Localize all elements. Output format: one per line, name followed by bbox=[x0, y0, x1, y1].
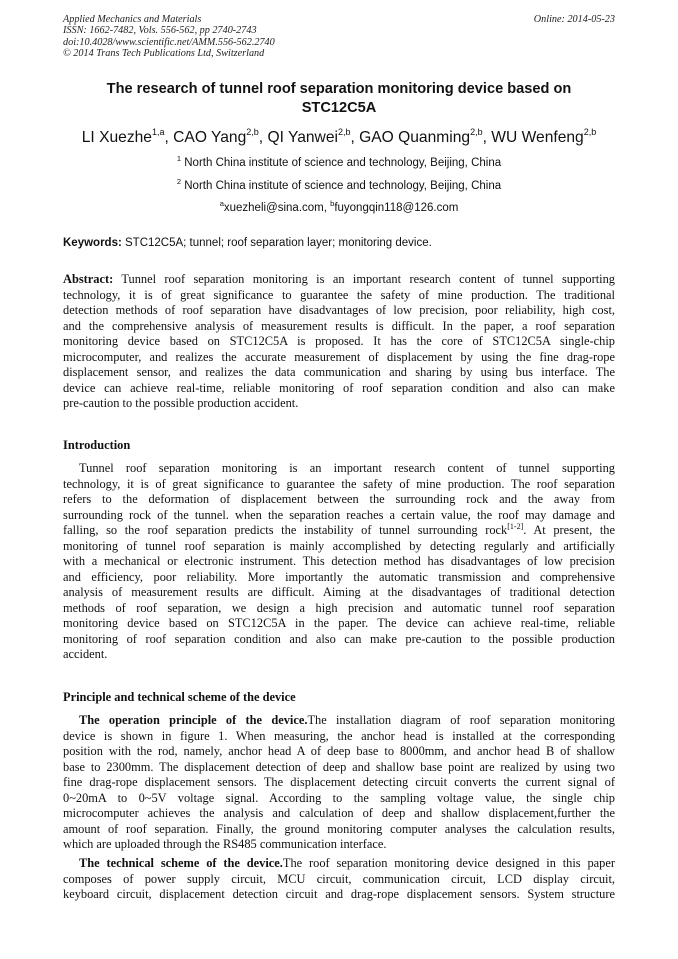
text-line: analysis of measurement results are difficult. Aiming at the disadvantages of traditional detection bbox=[63, 585, 615, 599]
text-line: technology, it is of great significance to guarantee the safety of mine production. The traditional bbox=[63, 287, 615, 302]
line-text: falling, so the roof separation predicts the instability of tunnel surrounding rock bbox=[63, 523, 508, 537]
author-name: WU Wenfeng bbox=[491, 129, 584, 146]
author-name: CAO Yang bbox=[173, 129, 247, 146]
author-separator: , bbox=[482, 129, 492, 146]
run-in-heading: The operation principle of the device. bbox=[79, 713, 308, 727]
email-mark: a bbox=[219, 199, 224, 208]
email-link[interactable]: xuezheli@sina.com, bbox=[223, 202, 331, 214]
text-line: technology, it is of great significance to guarantee the safety of mine production. The roof separation bbox=[63, 476, 615, 491]
text-line: position with the rod, namely, anchor head A of deep base to 8000mm, and anchor head B of shallow bbox=[63, 744, 615, 758]
text-line: detection methods of roof separation have disadvantages of low precision, poor reliability, high cost, bbox=[63, 303, 615, 317]
keywords-label: Keywords: bbox=[63, 237, 122, 249]
text-line: amount of roof separation. Finally, the ground monitoring computer analyses the calculation results, bbox=[63, 821, 615, 836]
author-separator: , bbox=[258, 129, 268, 146]
line-text: The roof separation monitoring device designed in this paper bbox=[282, 856, 615, 870]
text-line: and the comprehensive analysis of measurement results is difficult. In the paper, a roof separation bbox=[63, 318, 615, 333]
text-line: device can achieve real-time, reliable monitoring of roof separation condition and also can make bbox=[63, 380, 615, 395]
email-mark: b bbox=[330, 199, 335, 208]
copyright-line: © 2014 Trans Tech Publications Ltd, Switzerland bbox=[63, 47, 265, 59]
text-line: 0~20mA to 0~5V voltage signal. According to the sampling voltage value, the single chip bbox=[63, 790, 615, 805]
text-line: monitoring device based on STC12C5A in the paper. The device can achieve real-time, reliable bbox=[63, 616, 615, 630]
text-line: accident. bbox=[63, 647, 108, 661]
text-line: base to 2300mm. The displacement detection of deep and shallow base point are realized by using two bbox=[63, 759, 615, 774]
doi-line: doi:10.4028/www.scientific.net/AMM.556-562.2740 bbox=[63, 36, 275, 48]
section-heading-introduction: Introduction bbox=[63, 438, 131, 452]
affiliation-1 bbox=[63, 156, 615, 170]
text-line bbox=[63, 713, 615, 729]
text-line: device is shown in figure 1. When measuring, the anchor head is installed at the corresponding bbox=[63, 728, 615, 743]
text-line: and efficiency, poor reliability. More importantly the automatic transmission and comprehensive bbox=[63, 569, 615, 584]
operation-principle-paragraph bbox=[63, 713, 615, 853]
title-line: The research of tunnel roof separation monitoring device based on bbox=[106, 81, 572, 97]
author-name: GAO Quanming bbox=[359, 129, 471, 146]
line-text: . At present, the bbox=[523, 523, 615, 537]
affiliation-2 bbox=[63, 179, 615, 193]
keywords-text: STC12C5A; tunnel; roof separation layer; monitoring device. bbox=[125, 237, 432, 249]
issn-line: ISSN: 1662-7482, Vols. 556-562, pp 2740-2743 bbox=[63, 25, 257, 37]
title-line: STC12C5A bbox=[301, 100, 377, 116]
text-line: microcomputer achieves the analysis and calculation of deep and shallow displacement,further the bbox=[63, 806, 615, 820]
text-line: displacement sensor, and realizes the data communication and sharing by using bus interface. The bbox=[63, 365, 615, 379]
author-affiliation-mark: 1,a bbox=[151, 127, 165, 137]
text-line: with a mechanical or electronic instrument. This detection method has disadvantages of low precision bbox=[63, 554, 615, 568]
abstract bbox=[63, 272, 615, 412]
affiliation-number: 2 bbox=[176, 177, 182, 186]
affiliation-text: North China institute of science and technology, Beijing, China bbox=[184, 180, 502, 192]
text-line: which are uploaded through the RS485 communication interface. bbox=[63, 837, 387, 851]
journal-name: Applied Mechanics and Materials bbox=[63, 14, 202, 25]
text-line: composes of power supply circuit, MCU circuit, communication circuit, LCD display circuit, bbox=[63, 871, 615, 886]
run-in-heading: The technical scheme of the device. bbox=[79, 856, 283, 870]
text-line: Tunnel roof separation monitoring is an important research content of tunnel supporting bbox=[79, 461, 615, 475]
keywords bbox=[63, 236, 615, 250]
text-line: monitoring of roof separation condition and also can make pre-caution to the possible production bbox=[63, 631, 615, 646]
text-line bbox=[63, 523, 615, 539]
text-line: monitoring of tunnel roof separation is mainly accomplished by detecting regularly and artificially bbox=[63, 538, 615, 553]
text-line bbox=[63, 272, 615, 288]
text-line: surrounding rock of the tunnel. when the separation reaches a certain value, the roof may damage and bbox=[63, 507, 615, 522]
line-text: The installation diagram of roof separation monitoring bbox=[307, 713, 615, 727]
author-separator: , bbox=[164, 129, 174, 146]
author-emails bbox=[63, 201, 615, 215]
text-line: microcomputer, and realizes the accurate measurement of displacement by using the fine drag-rope bbox=[63, 349, 615, 364]
section-heading-principle: Principle and technical scheme of the device bbox=[63, 690, 296, 704]
text-line: methods of roof separation, we design a high precision and automatic tunnel roof separation bbox=[63, 600, 615, 615]
author-affiliation-mark: 2,b bbox=[337, 127, 351, 137]
author-list bbox=[40, 128, 638, 148]
text-line: monitoring device based on STC12C5A is proposed. It has the core of STC12C5A single-chip bbox=[63, 334, 615, 348]
affiliation-number: 1 bbox=[176, 154, 182, 163]
journal-header bbox=[63, 14, 615, 59]
abstract-label: Abstract: bbox=[63, 272, 114, 286]
paper-title bbox=[63, 80, 615, 118]
text-line bbox=[63, 856, 615, 872]
abstract-line-text: Tunnel roof separation monitoring is an important research content of tunnel supporting bbox=[113, 272, 615, 286]
text-line: keyboard circuit, displacement detection circuit and drag-rope displacement sensors. System structure bbox=[63, 887, 615, 901]
text-line: fine drag-rope displacement sensors. The displacement detecting circuit converts the current signal of bbox=[63, 775, 615, 789]
author-affiliation-mark: 2,b bbox=[470, 127, 483, 137]
citation-reference[interactable]: [1-2] bbox=[507, 522, 524, 531]
technical-scheme-paragraph bbox=[63, 856, 615, 903]
email-link[interactable]: fuyongqin118@126.com bbox=[334, 202, 459, 214]
author-separator: , bbox=[350, 129, 360, 146]
online-date: Online: 2014-05-23 bbox=[533, 14, 615, 25]
affiliation-text: North China institute of science and technology, Beijing, China bbox=[184, 157, 502, 169]
author-name: LI Xuezhe bbox=[81, 129, 152, 146]
text-line: refers to the deformation of displacement between the surrounding rock and the away from bbox=[63, 492, 615, 506]
introduction-paragraph bbox=[63, 461, 615, 663]
author-affiliation-mark: 2,b bbox=[246, 127, 259, 137]
author-name: QI Yanwei bbox=[267, 129, 338, 146]
author-affiliation-mark: 2,b bbox=[583, 127, 597, 137]
text-line: pre-caution to the possible production accident. bbox=[63, 396, 299, 410]
